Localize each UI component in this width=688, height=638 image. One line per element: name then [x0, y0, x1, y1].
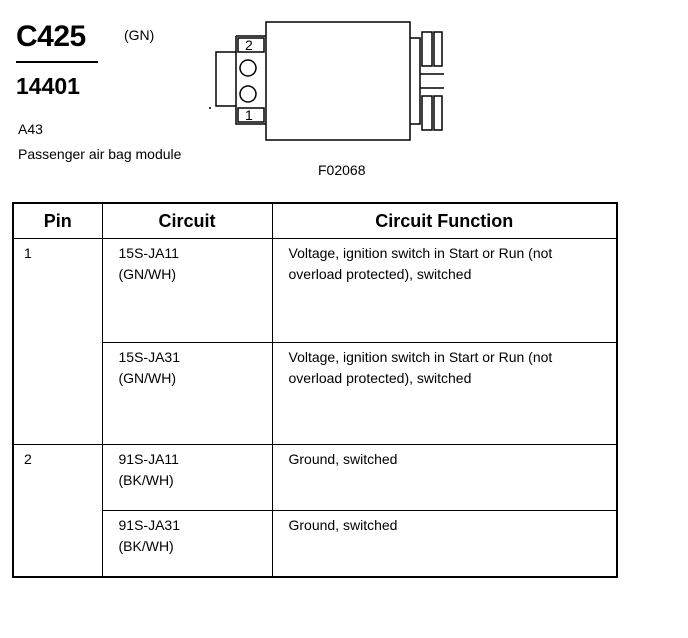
circuit-cell	[102, 343, 272, 445]
circuit-id: 15S-JA31	[118, 349, 180, 365]
wire-color: (BK/WH)	[118, 538, 174, 554]
table-row	[13, 239, 617, 343]
function-cell	[272, 239, 617, 343]
pin-1-terminal	[240, 86, 256, 102]
circuit-cell	[102, 445, 272, 511]
pin-cell: 1	[13, 239, 102, 445]
function-cell	[272, 343, 617, 445]
circuit-cell	[102, 511, 272, 577]
component-code: A43	[18, 121, 43, 137]
table-row	[13, 343, 617, 445]
wire-color: (BK/WH)	[118, 472, 174, 488]
figure-code: F02068	[318, 162, 366, 178]
function-cell	[272, 511, 617, 577]
pin-2-terminal	[240, 60, 256, 76]
circuit-function: Ground, switched	[288, 517, 398, 533]
pin-1-label: 1	[245, 107, 253, 123]
circuit-function: Voltage, ignition switch in Start or Run (not overload protected), switched	[288, 245, 553, 282]
connector-face-drawing	[204, 18, 454, 150]
circuit-id: 15S-JA11	[118, 245, 179, 261]
function-cell	[272, 445, 617, 511]
connector-id: C425	[16, 20, 86, 53]
connector-color-code: (GN)	[124, 27, 155, 43]
circuit-id: 91S-JA11	[118, 451, 179, 467]
header-circuit-function: Circuit Function	[272, 203, 617, 239]
table-header-row	[13, 203, 617, 239]
header-underline	[16, 61, 98, 63]
connector-rib-outer	[410, 38, 420, 124]
pin-cell: 2	[13, 445, 102, 577]
circuit-function: Voltage, ignition switch in Start or Run (not overload protected), switched	[288, 349, 553, 386]
component-name: Passenger air bag module	[18, 146, 182, 162]
connector-latch	[216, 36, 266, 124]
connector-housing	[266, 22, 410, 140]
table-row	[13, 511, 617, 577]
part-number: 14401	[16, 73, 80, 99]
circuit-function: Ground, switched	[288, 451, 398, 467]
circuit-id: 91S-JA31	[118, 517, 180, 533]
wire-color: (GN/WH)	[118, 370, 177, 386]
header-circuit: Circuit	[102, 203, 272, 239]
wire-color: (GN/WH)	[118, 266, 177, 282]
header-pin: Pin	[13, 203, 102, 239]
table-row	[13, 445, 617, 511]
pin-circuit-table	[12, 202, 618, 578]
circuit-cell	[102, 239, 272, 343]
pin-2-label: 2	[245, 37, 253, 53]
